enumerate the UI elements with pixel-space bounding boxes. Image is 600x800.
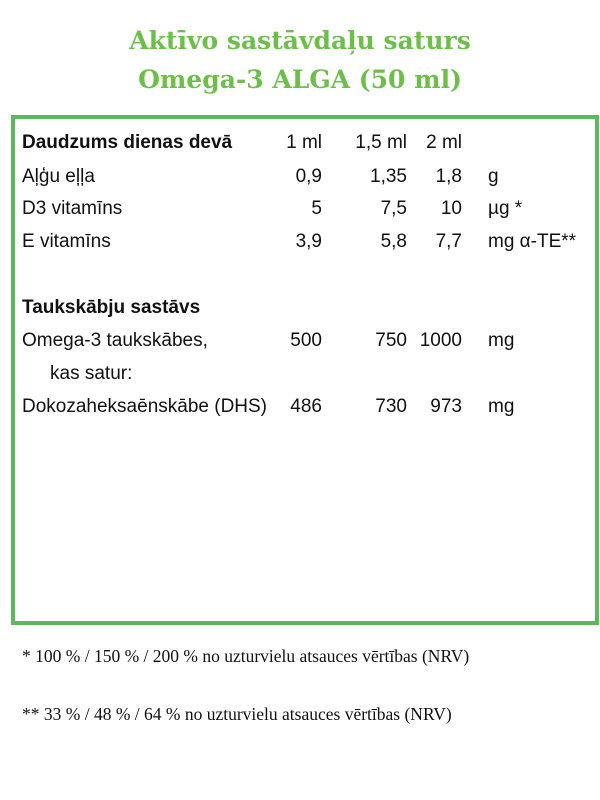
row-value-3: 1000 xyxy=(419,330,462,351)
table-header-row xyxy=(22,132,582,160)
table-row xyxy=(22,396,582,424)
footnote-1: * 100 % / 150 % / 200 % no uzturvielu atsauces vērtības (NRV) xyxy=(22,646,470,666)
row-unit: µg * xyxy=(488,198,523,219)
row-value-1: 3,9 xyxy=(295,231,322,252)
row-value-2: 7,5 xyxy=(380,198,407,219)
row-label: Dokozaheksaēnskābe (DHS) xyxy=(22,396,268,417)
row-value-2: 1,35 xyxy=(370,166,407,187)
row-value-1: 486 xyxy=(290,396,322,417)
row-value-2: 750 xyxy=(375,330,407,351)
header-col-2: 1,5 ml xyxy=(355,132,407,153)
row-unit: g xyxy=(488,166,499,187)
section-heading: Taukskābju sastāvs xyxy=(22,297,201,318)
table-row xyxy=(22,330,582,358)
table-row xyxy=(22,231,582,259)
row-unit: mg xyxy=(488,396,515,417)
row-value-2: 730 xyxy=(375,396,407,417)
row-label: Omega-3 taukskābes, xyxy=(22,330,208,351)
table-row xyxy=(22,166,582,194)
row-value-3: 1,8 xyxy=(435,166,462,187)
row-value-1: 0,9 xyxy=(295,166,322,187)
row-value-3: 10 xyxy=(440,198,462,219)
row-value-3: 973 xyxy=(430,396,462,417)
row-value-1: 500 xyxy=(290,330,322,351)
section-heading-row xyxy=(22,297,582,325)
sub-label: kas satur: xyxy=(50,363,133,384)
footnote-2: ** 33 % / 48 % / 64 % no uzturvielu atsauces vērtības (NRV) xyxy=(22,704,452,724)
page-title: Aktīvo sastāvdaļu saturs xyxy=(129,26,471,55)
row-value-3: 7,7 xyxy=(435,231,462,252)
row-value-1: 5 xyxy=(311,198,322,219)
header-col-3: 2 ml xyxy=(426,132,462,153)
product-subtitle: Omega-3 ALGA (50 ml) xyxy=(138,65,462,94)
row-value-2: 5,8 xyxy=(380,231,407,252)
table-row xyxy=(22,198,582,226)
row-unit: mg xyxy=(488,330,515,351)
header-label: Daudzums dienas devā xyxy=(22,132,233,153)
sub-label-row xyxy=(22,363,582,391)
row-label: Aļģu eļļa xyxy=(22,166,95,187)
row-label: E vitamīns xyxy=(22,231,111,252)
row-unit: mg α-TE** xyxy=(488,231,577,252)
row-label: D3 vitamīns xyxy=(22,198,123,219)
header-col-1: 1 ml xyxy=(286,132,322,153)
